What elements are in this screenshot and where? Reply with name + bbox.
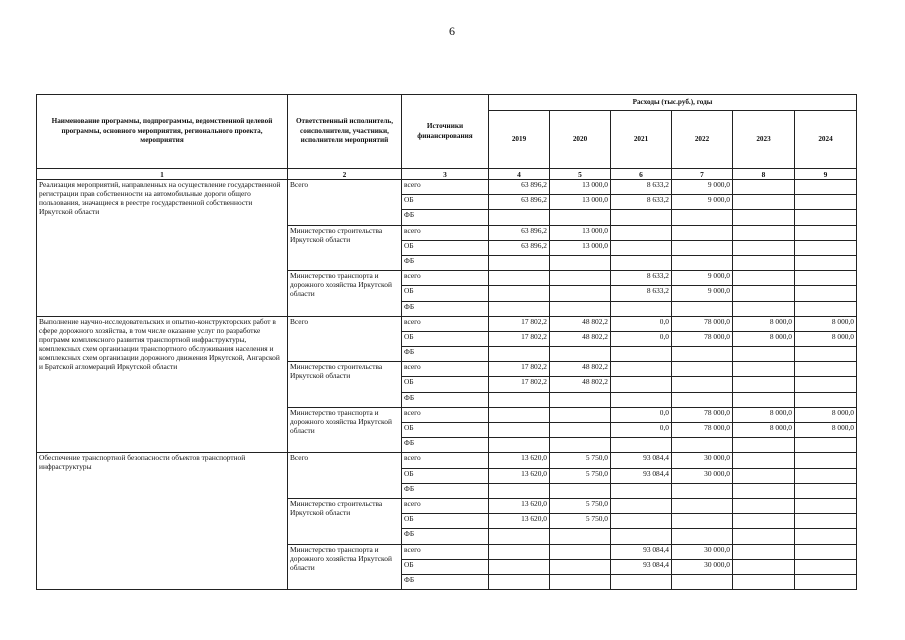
funding-source: ОБ [402, 377, 489, 392]
expense-value [733, 362, 795, 377]
header-year: 2022 [672, 111, 733, 169]
responsible-executor: Всего [288, 180, 402, 226]
expense-value: 0,0 [611, 316, 672, 331]
table-row [37, 453, 857, 468]
expense-value [489, 271, 550, 286]
responsible-executor: Министерство строительства Иркутской области [288, 362, 402, 408]
funding-source: ФБ [402, 392, 489, 407]
expense-value [733, 559, 795, 574]
expense-value [733, 498, 795, 513]
expense-value: 78 000,0 [672, 407, 733, 422]
expense-value: 9 000,0 [672, 195, 733, 210]
expense-value: 9 000,0 [672, 286, 733, 301]
expense-value [795, 468, 857, 483]
expense-value [795, 225, 857, 240]
expense-value [672, 362, 733, 377]
expense-value [733, 195, 795, 210]
expense-value: 0,0 [611, 331, 672, 346]
funding-source: ФБ [402, 347, 489, 362]
funding-source: ОБ [402, 468, 489, 483]
expense-value [733, 392, 795, 407]
expense-value [550, 407, 611, 422]
expense-value [672, 255, 733, 270]
expense-value [795, 362, 857, 377]
expense-value [489, 529, 550, 544]
expense-value: 8 000,0 [733, 407, 795, 422]
expense-value [795, 195, 857, 210]
header-source: Источники финансирования [402, 95, 489, 169]
expense-value [672, 574, 733, 589]
expense-value [611, 255, 672, 270]
funding-source: всего [402, 362, 489, 377]
expense-value [795, 347, 857, 362]
expense-value [795, 271, 857, 286]
expense-value [795, 498, 857, 513]
expense-value: 93 084,4 [611, 468, 672, 483]
expense-value: 13 000,0 [550, 180, 611, 195]
funding-source: всего [402, 271, 489, 286]
expense-value [733, 544, 795, 559]
expense-value [733, 483, 795, 498]
funding-source: ОБ [402, 195, 489, 210]
expense-value [611, 301, 672, 316]
expense-value: 13 620,0 [489, 498, 550, 513]
expense-value: 78 000,0 [672, 316, 733, 331]
expense-value: 8 000,0 [733, 331, 795, 346]
expense-value [672, 377, 733, 392]
expense-value [489, 574, 550, 589]
expense-value [795, 574, 857, 589]
measure-name: Реализация мероприятий, направленных на осуществление государственной регистрации прав собственности на автомобильные дороги общего пользования, значащиеся в реестре государственной собственности Иркутской области [37, 180, 288, 317]
expense-value [733, 438, 795, 453]
funding-source: ФБ [402, 483, 489, 498]
expense-value [733, 453, 795, 468]
expense-value [795, 301, 857, 316]
expense-value [611, 529, 672, 544]
expense-value: 17 802,2 [489, 377, 550, 392]
header-expenses-group: Расходы (тыс.руб.), годы [489, 95, 857, 111]
responsible-executor: Министерство строительства Иркутской области [288, 225, 402, 271]
column-number: 3 [402, 169, 489, 180]
expense-value: 13 000,0 [550, 195, 611, 210]
expense-value [795, 514, 857, 529]
expense-value: 8 000,0 [795, 407, 857, 422]
expense-value: 63 896,2 [489, 240, 550, 255]
expense-value [795, 559, 857, 574]
expense-value [795, 286, 857, 301]
funding-source: всего [402, 453, 489, 468]
expense-value: 63 896,2 [489, 195, 550, 210]
expense-value: 93 084,4 [611, 453, 672, 468]
funding-source: ФБ [402, 255, 489, 270]
expense-value [733, 225, 795, 240]
funding-source: ФБ [402, 301, 489, 316]
expense-value [795, 240, 857, 255]
column-number: 9 [795, 169, 857, 180]
expense-value [795, 210, 857, 225]
table-body [37, 180, 857, 590]
expense-value: 0,0 [611, 407, 672, 422]
expense-value: 13 620,0 [489, 453, 550, 468]
expense-value [733, 240, 795, 255]
expense-value [733, 271, 795, 286]
expense-value [733, 468, 795, 483]
expense-value [795, 453, 857, 468]
measure-name: Выполнение научно-исследовательских и опытно-конструкторских работ в сфере дорожного хозяйства, в том числе оказание услуг по разработке программ комплексного развития транспортной инфраструктуры, комплексных схем организации транспортного обслуживания населения и комплексных схем организации дорожного движения Иркутской, Ангарской и Братской агломераций Иркутской области [37, 316, 288, 453]
funding-source: всего [402, 316, 489, 331]
measure-name: Обеспечение транспортной безопасности объектов транспортной инфраструктуры [37, 453, 288, 590]
expense-value [550, 574, 611, 589]
header-name: Наименование программы, подпрограммы, ведомственной целевой программы, основного мероприятия, регионального проекта, мероприятия [37, 95, 288, 169]
column-number: 1 [37, 169, 288, 180]
expense-value [672, 483, 733, 498]
expense-value [550, 544, 611, 559]
header-year: 2021 [611, 111, 672, 169]
expense-value [550, 271, 611, 286]
expense-value [795, 529, 857, 544]
funding-source: ФБ [402, 529, 489, 544]
expense-value: 8 633,2 [611, 180, 672, 195]
header-year: 2019 [489, 111, 550, 169]
expense-value [611, 438, 672, 453]
header-year: 2023 [733, 111, 795, 169]
expense-value [489, 347, 550, 362]
expense-value [611, 574, 672, 589]
expense-value: 9 000,0 [672, 271, 733, 286]
column-number: 8 [733, 169, 795, 180]
responsible-executor: Всего [288, 453, 402, 499]
expense-value: 30 000,0 [672, 468, 733, 483]
funding-source: ОБ [402, 514, 489, 529]
expense-value [795, 438, 857, 453]
funding-source: всего [402, 180, 489, 195]
expense-value [550, 255, 611, 270]
expense-value: 13 000,0 [550, 240, 611, 255]
expense-value: 48 802,2 [550, 331, 611, 346]
expense-value: 30 000,0 [672, 453, 733, 468]
column-number: 7 [672, 169, 733, 180]
expense-value [795, 255, 857, 270]
expense-value: 5 750,0 [550, 514, 611, 529]
funding-source: ФБ [402, 210, 489, 225]
expense-value [672, 301, 733, 316]
expense-value [550, 529, 611, 544]
expense-value [550, 559, 611, 574]
expense-value: 13 620,0 [489, 514, 550, 529]
expense-value [489, 423, 550, 438]
column-number: 4 [489, 169, 550, 180]
page-number: 6 [449, 24, 455, 38]
expense-value: 13 620,0 [489, 468, 550, 483]
funding-source: ФБ [402, 574, 489, 589]
expense-value: 0,0 [611, 423, 672, 438]
expense-value [672, 210, 733, 225]
expense-value: 48 802,2 [550, 362, 611, 377]
expense-value: 17 802,2 [489, 331, 550, 346]
responsible-executor: Министерство транспорта и дорожного хозяйства Иркутской области [288, 271, 402, 317]
expense-value: 8 000,0 [795, 423, 857, 438]
funding-source: всего [402, 498, 489, 513]
expense-value [611, 347, 672, 362]
expense-value [672, 438, 733, 453]
expense-value: 93 084,4 [611, 559, 672, 574]
expense-value [550, 438, 611, 453]
expense-value [733, 210, 795, 225]
expense-value: 5 750,0 [550, 453, 611, 468]
expense-value: 30 000,0 [672, 559, 733, 574]
expense-value [611, 483, 672, 498]
expense-value: 17 802,2 [489, 362, 550, 377]
expense-value [489, 301, 550, 316]
header-year: 2020 [550, 111, 611, 169]
expense-value: 93 084,4 [611, 544, 672, 559]
expense-value [733, 301, 795, 316]
expense-value [795, 392, 857, 407]
responsible-executor: Министерство транспорта и дорожного хозяйства Иркутской области [288, 544, 402, 590]
expense-value [611, 225, 672, 240]
expense-value [489, 210, 550, 225]
expense-value [550, 347, 611, 362]
expense-value [489, 559, 550, 574]
expense-value [733, 255, 795, 270]
expense-value [489, 407, 550, 422]
expense-value: 5 750,0 [550, 468, 611, 483]
expense-value [672, 514, 733, 529]
expense-value [550, 483, 611, 498]
expense-value [672, 392, 733, 407]
funding-source: ОБ [402, 331, 489, 346]
expense-value [795, 180, 857, 195]
expense-value [795, 544, 857, 559]
funding-source: ОБ [402, 559, 489, 574]
responsible-executor: Министерство транспорта и дорожного хозяйства Иркутской области [288, 407, 402, 453]
column-number: 6 [611, 169, 672, 180]
expense-value [489, 255, 550, 270]
expense-value [733, 347, 795, 362]
header-responsible: Ответственный исполнитель, соисполнители, участники, исполнители мероприятий [288, 95, 402, 169]
expense-value: 48 802,2 [550, 316, 611, 331]
expense-value: 78 000,0 [672, 331, 733, 346]
expense-value [672, 498, 733, 513]
expense-value: 9 000,0 [672, 180, 733, 195]
expense-value [733, 180, 795, 195]
expense-value [795, 377, 857, 392]
expense-value: 8 633,2 [611, 286, 672, 301]
expense-value: 78 000,0 [672, 423, 733, 438]
expense-value [550, 286, 611, 301]
expense-value [672, 225, 733, 240]
funding-source: ОБ [402, 423, 489, 438]
expense-value [550, 210, 611, 225]
funding-source: ФБ [402, 438, 489, 453]
budget-table [36, 94, 857, 590]
funding-source: ОБ [402, 286, 489, 301]
funding-source: ОБ [402, 240, 489, 255]
expense-value: 8 000,0 [733, 316, 795, 331]
expense-value [795, 483, 857, 498]
expense-value: 5 750,0 [550, 498, 611, 513]
expense-value [550, 392, 611, 407]
expense-value [489, 483, 550, 498]
expense-value [733, 286, 795, 301]
table-row [37, 180, 857, 195]
funding-source: всего [402, 225, 489, 240]
expense-value [733, 574, 795, 589]
expense-value: 13 000,0 [550, 225, 611, 240]
expense-value: 48 802,2 [550, 377, 611, 392]
funding-source: всего [402, 407, 489, 422]
expense-value: 8 000,0 [733, 423, 795, 438]
expense-value [489, 392, 550, 407]
expense-value [611, 514, 672, 529]
expense-value: 63 896,2 [489, 180, 550, 195]
expense-value [489, 438, 550, 453]
funding-source: всего [402, 544, 489, 559]
expense-value [733, 529, 795, 544]
expense-value [489, 544, 550, 559]
expense-value: 17 802,2 [489, 316, 550, 331]
expense-value [672, 240, 733, 255]
expense-value [672, 347, 733, 362]
expense-value [611, 362, 672, 377]
expense-value: 8 633,2 [611, 271, 672, 286]
expense-value [672, 529, 733, 544]
header-year: 2024 [795, 111, 857, 169]
expense-value [550, 301, 611, 316]
expense-value: 8 000,0 [795, 331, 857, 346]
column-number: 5 [550, 169, 611, 180]
expense-value [611, 392, 672, 407]
expense-value [733, 514, 795, 529]
table-row [37, 316, 857, 331]
expense-value: 63 896,2 [489, 225, 550, 240]
expense-value [611, 240, 672, 255]
expense-value: 8 000,0 [795, 316, 857, 331]
expense-value [611, 498, 672, 513]
column-number: 2 [288, 169, 402, 180]
responsible-executor: Всего [288, 316, 402, 362]
expense-value [611, 210, 672, 225]
expense-value [733, 377, 795, 392]
expense-value [489, 286, 550, 301]
expense-value [550, 423, 611, 438]
expense-value [611, 377, 672, 392]
expense-value: 30 000,0 [672, 544, 733, 559]
expense-value: 8 633,2 [611, 195, 672, 210]
responsible-executor: Министерство строительства Иркутской области [288, 498, 402, 544]
